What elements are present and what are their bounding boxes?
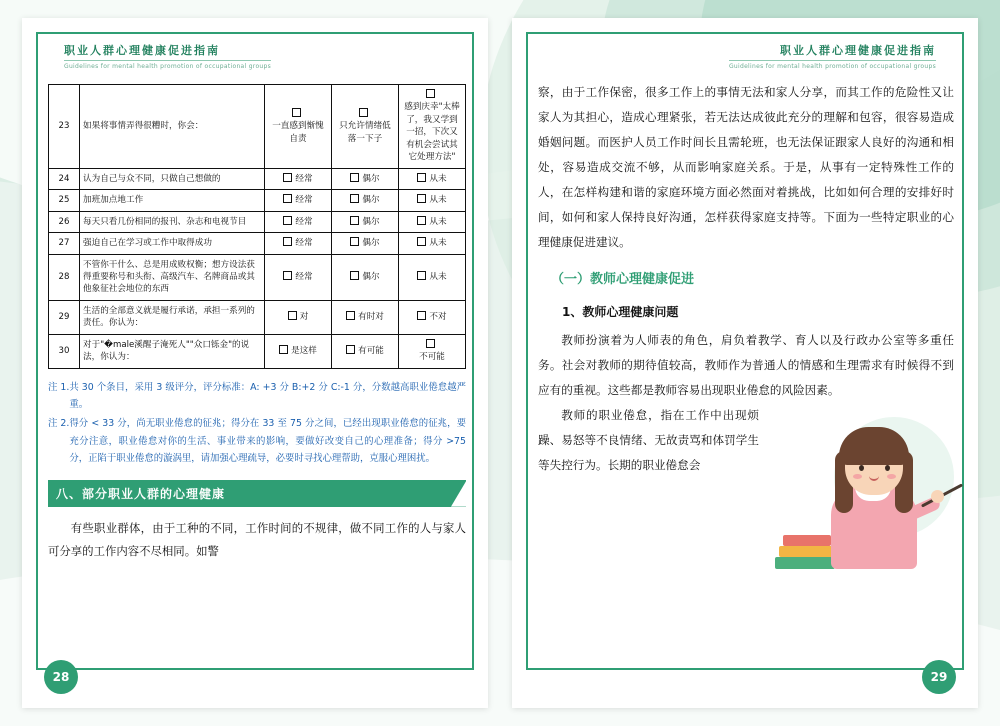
left-page-content: [48, 84, 466, 563]
row-option[interactable]: 感到庆幸"太棒了，我又学到一招，下次又有机会尝试其它处理方法": [399, 85, 466, 169]
row-option[interactable]: 不对: [399, 300, 466, 334]
table-notes: [48, 379, 466, 468]
checkbox[interactable]: [283, 173, 292, 182]
row-option[interactable]: 只允许情绪低落一下子: [332, 85, 399, 169]
row-number: 28: [49, 254, 80, 300]
row-number: 29: [49, 300, 80, 334]
subsection-heading: （一）教师心理健康促进: [551, 272, 695, 288]
row-option[interactable]: 对: [265, 300, 332, 334]
paragraph: 教师的职业倦怠，指在工作中出现烦躁、易怒等不良情绪、无故责骂和体罚学生等失控行为。长期的职业倦怠会: [538, 407, 759, 472]
row-option[interactable]: 从未: [399, 233, 466, 254]
row-option[interactable]: 从未: [399, 168, 466, 189]
checkbox[interactable]: [283, 271, 292, 280]
row-number: 24: [49, 168, 80, 189]
table-row: [49, 233, 466, 254]
row-option[interactable]: 经常: [265, 190, 332, 211]
right-page-content: [538, 80, 954, 577]
checkbox[interactable]: [417, 237, 426, 246]
checkbox[interactable]: [350, 216, 359, 225]
right-body-text: [538, 80, 954, 577]
row-option[interactable]: 是这样: [265, 334, 332, 368]
table-row: [49, 85, 466, 169]
left-body-text: [48, 517, 466, 564]
row-question: 如果将事情弄得很糟时，你会：: [80, 85, 265, 169]
table-row: [49, 190, 466, 211]
checkbox[interactable]: [359, 108, 368, 117]
row-option[interactable]: 偶尔: [332, 168, 399, 189]
table-row: [49, 300, 466, 334]
row-option[interactable]: 经常: [265, 168, 332, 189]
row-option[interactable]: 经常: [265, 233, 332, 254]
note-text: 得分 < 33 分，尚无职业倦怠的征兆；得分在 33 至 75 分之间，已经出现职业倦怠的征兆，要充分注意，职业倦怠对你的生活、事业带来的影响，要做好改变自己的心理准备；得分 >75 分，正陷于职业倦怠的漩涡里，请加强心理疏导，必要时寻找心理帮助，克服心理困扰。: [69, 418, 466, 465]
note-label: 注 2.: [48, 418, 70, 430]
row-option[interactable]: 一直感到惭愧自责: [265, 85, 332, 169]
checkbox[interactable]: [292, 108, 301, 117]
note-item: [48, 379, 466, 414]
page-number-right: 29: [922, 660, 956, 694]
row-number: 23: [49, 85, 80, 169]
checkbox[interactable]: [417, 271, 426, 280]
row-question: 认为自己与众不同，只做自己想做的: [80, 168, 265, 189]
row-question: 不管你干什么、总是用成败权衡；想方设法获得重要称号和头衔、高级汽车、名牌商品或其他象征社会地位的东西: [80, 254, 265, 300]
note-label: 注 1.: [48, 381, 70, 393]
checkbox[interactable]: [426, 89, 435, 98]
row-option[interactable]: 偶尔: [332, 211, 399, 232]
page-number-left: 28: [44, 660, 78, 694]
row-option[interactable]: 有时对: [332, 300, 399, 334]
right-page: [512, 18, 978, 708]
row-option[interactable]: 经常: [265, 211, 332, 232]
checkbox[interactable]: [283, 237, 292, 246]
checkbox[interactable]: [288, 311, 297, 320]
row-option[interactable]: 从未: [399, 254, 466, 300]
header-title-cn: 职业人群心理健康促进指南: [780, 44, 936, 57]
checkbox[interactable]: [350, 194, 359, 203]
section-title-bar: 八、部分职业人群的心理健康: [48, 480, 466, 507]
table-row: [49, 211, 466, 232]
row-question: 每天只看几份相同的报刊、杂志和电视节目: [80, 211, 265, 232]
row-option[interactable]: 偶尔: [332, 233, 399, 254]
checkbox[interactable]: [283, 194, 292, 203]
checkbox[interactable]: [350, 271, 359, 280]
checkbox[interactable]: [417, 216, 426, 225]
checkbox[interactable]: [426, 339, 435, 348]
row-option[interactable]: 从未: [399, 211, 466, 232]
row-option[interactable]: 经常: [265, 254, 332, 300]
checkbox[interactable]: [346, 311, 355, 320]
table-row: [49, 254, 466, 300]
row-number: 26: [49, 211, 80, 232]
row-option[interactable]: 不可能: [399, 334, 466, 368]
teacher-illustration: [769, 407, 954, 575]
header-title-cn: 职业人群心理健康促进指南: [64, 44, 220, 57]
checkbox[interactable]: [350, 173, 359, 182]
checkbox[interactable]: [279, 345, 288, 354]
row-question: 加班加点地工作: [80, 190, 265, 211]
row-number: 27: [49, 233, 80, 254]
note-text: 共 30 个条目，采用 3 级评分，评分标准：A: +3 分 B:+2 分 C:-1 分，分数越高职业倦怠越严重。: [69, 381, 466, 411]
checkbox[interactable]: [346, 345, 355, 354]
left-page: [22, 18, 488, 708]
burnout-questionnaire-table: [48, 84, 466, 369]
header-title-en: Guidelines for mental health promotion of occupational groups: [64, 63, 272, 70]
checkbox[interactable]: [283, 216, 292, 225]
note-item: [48, 415, 466, 467]
row-option[interactable]: 有可能: [332, 334, 399, 368]
paragraph: 察，由于工作保密，很多工作上的事情无法和家人分享，而其工作的危险性又让家人为其担心，造成心理紧张，若无法达成彼此充分的理解和包容，很容易造成婚姻问题。而医护人员工作时间长且需轮班，也无法保证跟家人良好的沟通和相处，容易造成交流不够，从而影响家庭关系。于是，从事有一定特殊性工作的人，在怎样构建和谐的家庭环境方面必然面对着挑战，比如如何合理的安排好时间，如何和家人保持良好沟通，怎样获得家庭支持等。下面为一些特定职业的心理健康促进建议。: [538, 85, 954, 249]
header-title-en: Guidelines for mental health promotion of occupational groups: [728, 63, 936, 70]
checkbox[interactable]: [417, 194, 426, 203]
row-option[interactable]: 从未: [399, 190, 466, 211]
row-question: 生活的全部意义就是履行承诺，承担一系列的责任。你认为：: [80, 300, 265, 334]
row-number: 25: [49, 190, 80, 211]
table-row: [49, 334, 466, 368]
row-question: 强迫自己在学习或工作中取得成功: [80, 233, 265, 254]
row-question: 对于"�male溪醒子淹死人""众口铄金"的说法，你认为：: [80, 334, 265, 368]
table-row: [49, 168, 466, 189]
paragraph: 有些职业群体，由于工种的不同，工作时间的不规律，做不同工作的人与家人可分享的工作内容不尽相同。如警: [48, 520, 466, 559]
subsection-subheading: 1、教师心理健康问题: [562, 305, 679, 320]
paragraph: 教师扮演着为人师表的角色，肩负着教学、育人以及行政办公室等多重任务。社会对教师的期待值较高，教师作为普通人的情感和生理需求有时候得不到应有的重视。这些都是教师容易出现职业倦怠的风险因素。: [538, 333, 954, 398]
row-option[interactable]: 偶尔: [332, 254, 399, 300]
row-option[interactable]: 偶尔: [332, 190, 399, 211]
checkbox[interactable]: [417, 173, 426, 182]
checkbox[interactable]: [350, 237, 359, 246]
row-number: 30: [49, 334, 80, 368]
checkbox[interactable]: [417, 311, 426, 320]
